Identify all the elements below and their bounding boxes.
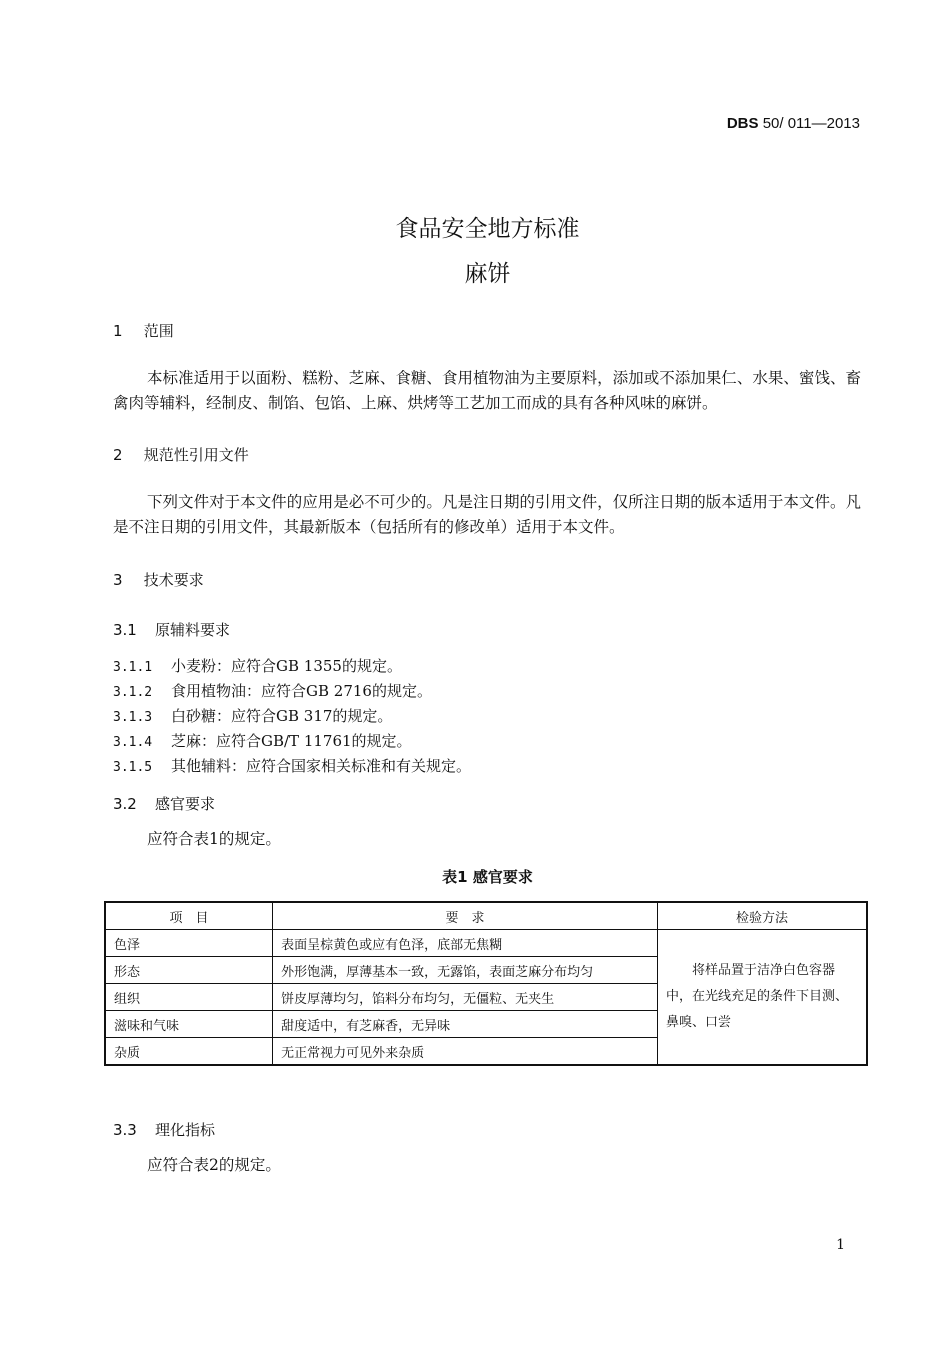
list-item: 3.1.1 小麦粉：应符合GB 1355的规定。 [113,657,402,675]
row-requirement: 无正常视力可见外来杂质 [273,1038,658,1066]
list-item: 3.1.5 其他辅料：应符合国家相关标准和有关规定。 [113,757,472,775]
section-3-1-heading: 3.1 原辅料要求 [113,621,231,639]
row-item: 滋味和气味 [105,1011,273,1038]
row-requirement: 表面呈棕黄色或应有色泽，底部无焦糊 [273,930,658,957]
row-item: 色泽 [105,930,273,957]
row-requirement: 甜度适中，有芝麻香，无异味 [273,1011,658,1038]
sensory-table [104,901,868,1066]
row-item: 组织 [105,984,273,1011]
section-3-2-paragraph: 应符合表1的规定。 [147,830,281,848]
header-item: 项 目 [105,902,273,930]
section-3-3-paragraph: 应符合表2的规定。 [147,1156,281,1174]
standard-title: 食品安全地方标准 [395,216,580,242]
inspection-method: 将样品置于洁净白色容器中，在光线充足的条件下目测、鼻嗅、口尝 [657,930,867,1066]
table-1-caption: 表1 感官要求 [442,868,533,886]
section-3-2-heading: 3.2 感官要求 [113,795,216,813]
row-item: 杂质 [105,1038,273,1066]
list-item: 3.1.4 芝麻：应符合GB/T 11761的规定。 [113,732,412,750]
page-number: 1 [836,1237,845,1253]
header-method: 检验方法 [657,902,867,930]
list-item: 3.1.2 食用植物油：应符合GB 2716的规定。 [113,682,432,700]
section-2-paragraph: 下列文件对于本文件的应用是必不可少的。凡是注日期的引用文件，仅所注日期的版本适用于本文件。凡是不注日期的引用文件，其最新版本（包括所有的修改单）适用于本文件。 [113,493,861,536]
product-title: 麻饼 [464,261,511,287]
section-3-3-heading: 3.3 理化指标 [113,1121,216,1139]
table-row [105,930,867,957]
section-2-heading: 2 规范性引用文件 [113,446,249,464]
header-requirement: 要 求 [273,902,658,930]
row-requirement: 外形饱满，厚薄基本一致，无露馅，表面芝麻分布均匀 [273,957,658,984]
section-1-heading: 1 范围 [113,322,174,340]
row-item: 形态 [105,957,273,984]
section-3-heading: 3 技术要求 [113,571,204,589]
document-number: DBS 50/ 011—2013 [726,115,860,132]
list-item: 3.1.3 白砂糖：应符合GB 317的规定。 [113,707,393,725]
table-header-row [105,902,867,930]
section-1-paragraph: 本标准适用于以面粉、糕粉、芝麻、食糖、食用植物油为主要原料，添加或不添加果仁、水果、蜜饯、畜禽肉等辅料，经制皮、制馅、包馅、上麻、烘烤等工艺加工而成的具有各种风味的麻饼。 [113,369,861,412]
row-requirement: 饼皮厚薄均匀，馅料分布均匀，无僵粒、无夹生 [273,984,658,1011]
